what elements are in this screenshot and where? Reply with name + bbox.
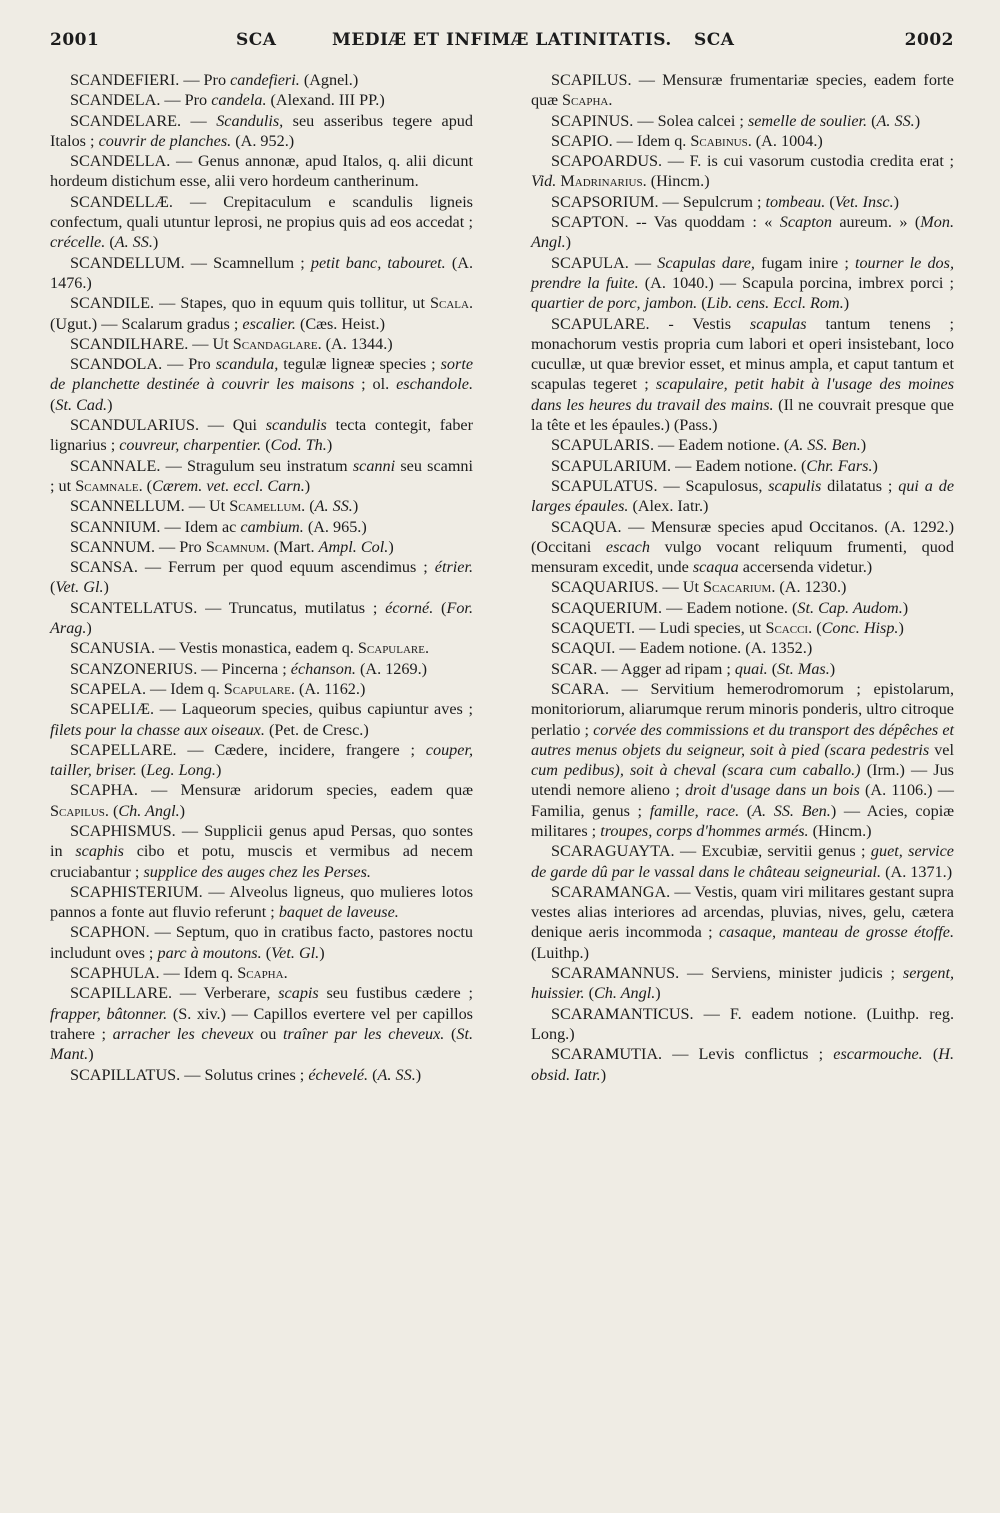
entry-text: Scapha: [562, 91, 609, 110]
entry-text: candela.: [211, 91, 267, 110]
entry-text: Ch. Angl.: [118, 801, 180, 820]
entry-headword-text: SCAPILUS. — Mensuræ frumentariæ species, eadem forte quæ: [531, 71, 954, 110]
entry-text: (: [739, 801, 753, 820]
entry-text: ): [88, 1045, 94, 1064]
entry-text: ): [600, 1065, 607, 1084]
entry-text: .: [283, 964, 288, 983]
entry-text: A. SS.: [876, 111, 915, 130]
entry-text: Vet. Gl.: [55, 578, 104, 597]
entry-text: troupes, corps d'hommes armés.: [600, 821, 809, 840]
dictionary-entry: [50, 821, 473, 882]
entry-headword-text: SCAQUI. — Eadem notione. (A. 1352.): [551, 639, 813, 658]
dictionary-entry: [531, 659, 954, 679]
entry-headword-text: SCANNALE. — Stragulum seu instratum: [70, 456, 353, 475]
entry-text: baquet de laveuse.: [278, 903, 399, 922]
entry-headword-text: SCANDILHARE. — Ut: [70, 334, 233, 353]
entry-text: candefieri.: [230, 71, 300, 89]
dictionary-entry: [531, 963, 954, 1004]
dictionary-entry: [50, 699, 473, 740]
header-abbr-right: SCA: [694, 30, 735, 50]
entry-text: sergent, huissier.: [531, 964, 954, 1003]
dictionary-entry: [531, 476, 954, 517]
entry-headword-text: SCANDEFIERI. — Pro: [70, 71, 231, 89]
entry-text: ): [843, 294, 850, 313]
entry-text: (: [767, 659, 778, 678]
entry-text: scaphis: [75, 842, 124, 861]
entry-text: (A. 1476.): [50, 253, 473, 292]
entry-headword-text: SCAPULA. —: [551, 253, 658, 272]
entry-headword-text: SCAPELIÆ. — Laqueorum species, quibus capiuntur aves ;: [70, 700, 473, 719]
dictionary-entry: [531, 314, 954, 436]
entry-text: Scapilus: [50, 801, 105, 820]
entry-text: droit d'usage dans un bois: [684, 781, 860, 800]
entry-text: couvrir de planches.: [98, 131, 232, 150]
entry-text: Mon. Angl.: [531, 213, 955, 252]
entry-text: supplice des auges chez les Perses.: [143, 862, 371, 881]
entry-text: . (: [808, 619, 822, 638]
entry-text: Ch. Angl.: [593, 984, 656, 1003]
entry-headword-text: SCAPULARE. - Vestis: [551, 314, 750, 333]
dictionary-entry: [50, 638, 473, 658]
entry-text: (Alexand. III PP.): [266, 91, 385, 110]
dictionary-entry: [50, 111, 473, 152]
dictionary-entry: [531, 618, 954, 638]
entry-headword-text: SCANUSIA. — Vestis monastica, eadem q.: [70, 639, 358, 658]
dictionary-entry: [531, 435, 954, 455]
header-title: MEDIÆ ET INFIMÆ LATINITATIS.: [332, 30, 672, 50]
dictionary-entry: [531, 679, 954, 841]
entry-headword-text: SCAPULARIUM. — Eadem notione. (: [551, 456, 807, 475]
dictionary-entry: [531, 70, 954, 111]
entry-text: H. obsid. Iatr.: [531, 1045, 954, 1084]
dictionary-entry: [50, 334, 473, 354]
entry-text: semelle de soulier.: [747, 111, 868, 130]
entry-text: ): [829, 659, 836, 678]
entry-text: ): [326, 436, 333, 455]
dictionary-entry: [50, 517, 473, 537]
entry-text: arracher les cheveux: [112, 1024, 254, 1043]
dictionary-entry: [50, 1065, 473, 1085]
entry-text: casaque, manteau de grosse étoffe.: [718, 923, 954, 942]
entry-text: cum pedibus), soit à cheval (scara cum caballo.): [531, 761, 861, 780]
entry-text: A. SS.: [314, 497, 353, 516]
dictionary-entry: [531, 577, 954, 597]
entry-text: aureum. » (: [831, 213, 921, 232]
entry-headword-text: SCAQUETI. — Ludi species, ut: [551, 619, 766, 638]
entry-text: escarmouche.: [833, 1045, 923, 1064]
entry-text: . (Hincm.): [642, 172, 710, 191]
entry-headword-text: SCANSA. — Ferrum per quod equum ascendimus ;: [70, 558, 435, 577]
entry-text: frapper, bâtonner.: [50, 1004, 168, 1023]
entry-headword-text: SCANNUM. — Pro: [70, 537, 206, 556]
entry-headword-text: SCAPTON. -- Vas quoddam : «: [551, 213, 780, 232]
entry-text: scapulas: [749, 314, 807, 333]
dictionary-entry: [50, 90, 473, 110]
entry-text: scapis: [278, 984, 319, 1003]
entry-headword-text: SCANDELLÆ. — Crepitaculum e scandulis ligneis confectum, quali utuntur leprosi, ne propius quis ad eos accedat ;: [50, 192, 473, 232]
dictionary-entry: [50, 679, 473, 699]
entry-headword-text: SCARAMANTICUS. — F. eadem notione. (Luithp. reg. Long.): [531, 1004, 954, 1043]
entry-text: Scapton: [779, 213, 832, 232]
entry-text: scapulaire, petit habit à l'usage des moines dans les heures du travail des mains.: [531, 375, 954, 414]
entry-headword-text: SCAPHISMUS. — Supplicii genus apud Persas, quo sontes in: [50, 821, 473, 861]
entry-text: ): [103, 578, 109, 597]
dictionary-entry: [531, 517, 954, 578]
entry-text: couper, tailler, briser.: [50, 740, 473, 780]
entry-text: quai.: [734, 659, 768, 678]
entry-text: For. Arag.: [50, 598, 473, 638]
entry-text: (: [922, 1045, 939, 1064]
entry-text: tombeau.: [765, 192, 826, 211]
entry-headword-text: SCANDOLA. — Pro: [70, 355, 216, 374]
entry-text: ): [914, 111, 921, 130]
column-left: [50, 70, 473, 1085]
entry-text: Scacarium: [703, 578, 772, 597]
entry-headword-text: SCANNIUM. — Idem ac: [70, 517, 241, 536]
entry-text: ): [565, 233, 572, 252]
entry-text: ): [860, 436, 867, 455]
entry-text: Scacci: [765, 619, 809, 638]
entry-text: (Il ne couvrait presque que la tête et les épaules.) (Pass.): [531, 395, 954, 435]
entry-text: seu scamni ; ut: [50, 456, 473, 495]
dictionary-entry: [50, 192, 473, 253]
entry-text: ): [107, 395, 113, 414]
entry-text: ): [872, 456, 878, 475]
dictionary-entry: [50, 537, 473, 557]
entry-headword-text: SCANNELLUM. — Ut: [70, 497, 230, 516]
entry-text: eschandole.: [396, 375, 473, 394]
column-right: [531, 70, 954, 1085]
entry-text: ): [215, 761, 222, 780]
entry-headword-text: SCARAGUAYTA. — Excubiæ, servitii genus ;: [551, 842, 871, 861]
dictionary-entry: [50, 415, 473, 456]
entry-headword-text: SCAPHULA. — Idem q.: [70, 964, 238, 983]
page-number-left: 2001: [50, 30, 100, 50]
entry-text: scandulis: [265, 416, 327, 435]
entry-text: (: [368, 1065, 378, 1084]
entry-text: tecta contegit, faber lignarius ;: [50, 416, 473, 455]
entry-text: seu asseribus tegere apud Italos ;: [50, 111, 473, 150]
entry-headword-text: SCAQUERIUM. — Eadem notione. (: [551, 598, 798, 617]
entry-text: étrier.: [434, 558, 473, 577]
entry-text: ) — Acies, copiæ militares ;: [531, 801, 954, 840]
entry-text: (S. xiv.) — Capillos evertere vel per capillos trahere ;: [50, 1004, 473, 1043]
entry-headword-text: SCAPHA. — Mensuræ aridorum species, eadem quæ: [70, 781, 473, 800]
entry-text: . (A. 1162.): [290, 679, 366, 698]
entry-text: ): [86, 619, 92, 638]
dictionary-entry: [531, 253, 954, 314]
entry-text: (A. 965.): [303, 517, 367, 536]
entry-headword-text: SCAPILLATUS. — Solutus crines ;: [70, 1065, 309, 1084]
entry-text: St. Cad.: [55, 395, 108, 414]
entry-text: . (: [104, 801, 119, 820]
entry-text: Scamnum: [205, 537, 266, 556]
entry-text: (A. 952.): [231, 131, 295, 150]
entry-text: tourner le dos, prendre la fuite.: [531, 253, 954, 292]
dictionary-entry: [531, 456, 954, 476]
entry-text: (: [867, 111, 877, 130]
entry-text: Leg. Long.: [146, 761, 216, 780]
entry-text: ): [655, 984, 661, 1003]
entry-text: tantum tenens ; monachorum vestis propria cum labori et operi insistebant, loco cucullæ, ut quæ brevior esset, et minus ampla, et caput tantum et scapulas tegeret ;: [531, 314, 955, 394]
entry-text: cambium.: [240, 517, 304, 536]
dictionary-entry: [50, 740, 473, 781]
entry-text: escach: [605, 537, 650, 556]
entry-text: traîner par les cheveux.: [282, 1024, 445, 1043]
entry-text: Chr. Fars.: [806, 456, 873, 475]
entry-text: scapulis: [768, 476, 822, 495]
entry-text: .: [424, 639, 430, 658]
dictionary-entry: [50, 882, 473, 923]
entry-text: . (Ugut.) — Scalarum gradus ;: [50, 294, 473, 333]
entry-text: . (: [138, 476, 153, 495]
entry-headword-text: SCAPINUS. — Solea calcei ;: [551, 111, 748, 130]
entry-headword-text: SCAPULARIS. — Eadem notione. (: [551, 436, 790, 455]
dictionary-entry: [50, 922, 473, 963]
entry-headword-text: SCAQUA. — Mensuræ species apud Occitanos. (A. 1292.) (Occitani: [531, 517, 954, 556]
entry-text: (: [105, 233, 115, 252]
entry-text: Vid.: [531, 172, 557, 191]
entry-text: A. SS.: [114, 233, 153, 252]
entry-text: quartier de porc, jambon.: [531, 294, 698, 313]
entry-text: (A. 1040.) — Scapula porcina, imbrex porci ;: [638, 273, 954, 292]
entry-text: (Hincm.): [808, 821, 872, 840]
entry-text: St. Mas.: [777, 659, 830, 678]
header-abbr-left: SCA: [236, 30, 277, 50]
entry-text: (Pet. de Cresc.): [264, 720, 369, 739]
entry-text: crécelle.: [50, 233, 106, 252]
entry-text: Vet. Insc.: [834, 192, 894, 211]
entry-headword-text: SCANTELLATUS. — Truncatus, mutilatus ;: [70, 598, 386, 617]
entry-headword-text: SCANZONERIUS. — Pincerna ;: [70, 659, 291, 678]
dictionary-entry: [50, 780, 473, 821]
entry-headword-text: SCARAMANNUS. — Serviens, minister judicis ;: [551, 964, 903, 983]
entry-text: Scala: [430, 294, 469, 313]
entry-text: ): [179, 801, 186, 820]
entry-text: ou: [253, 1024, 283, 1043]
entry-text: (: [136, 761, 147, 780]
entry-text: . (: [301, 497, 315, 516]
entry-text: vulgo vocant reliquum frumenti, quod mensuram excedit, unde: [531, 537, 954, 577]
dictionary-entry: [531, 131, 954, 151]
entry-headword-text: SCAQUARIUS. — Ut: [551, 578, 704, 597]
entry-headword-text: SCANDILE. — Stapes, quo in equum quis tollitur, ut: [70, 294, 430, 313]
entry-headword-text: SCANDULARIUS. — Qui: [70, 416, 266, 435]
running-header: [50, 30, 954, 60]
entry-text: Vet. Gl.: [271, 943, 320, 962]
entry-text: ): [304, 476, 311, 495]
dictionary-entry: [531, 638, 954, 658]
entry-headword-text: SCARAMUTIA. — Levis conflictus ;: [551, 1045, 834, 1064]
dictionary-entry: [50, 70, 473, 90]
entry-headword-text: SCANDELA. — Pro: [70, 91, 212, 110]
entry-text: (: [444, 1024, 457, 1043]
entry-text: scandula,: [215, 355, 279, 374]
dictionary-entry: [531, 111, 954, 131]
entry-text: scanni: [352, 456, 396, 475]
dictionary-entry: [50, 456, 473, 497]
entry-text: (: [50, 578, 56, 597]
entry-text: Ampl. Col.: [318, 537, 389, 556]
entry-headword-text: SCANDELLUM. — Scamnellum ;: [70, 253, 311, 272]
entry-text: dilatatus ;: [821, 476, 899, 495]
entry-text: Scandulis,: [216, 111, 284, 130]
entry-text: vel: [929, 740, 954, 759]
entry-text: ): [319, 943, 325, 962]
entry-text: . (Mart.: [265, 537, 319, 556]
entry-text: ): [415, 1065, 422, 1084]
entry-text: ): [388, 537, 394, 556]
entry-text: . (A. 1004.): [747, 131, 823, 150]
dictionary-entry: [531, 1004, 954, 1045]
entry-text: (Luithp.): [531, 943, 589, 962]
entry-text: famille, race.: [649, 801, 740, 820]
entry-text: petit banc, tabouret.: [310, 253, 446, 272]
entry-text: guet, service de garde dû par le vassal dans le château seigneurial.: [531, 842, 954, 881]
entry-text: Madrinarius: [560, 172, 643, 191]
entry-text: (: [261, 436, 271, 455]
entry-text: ): [893, 192, 900, 211]
dictionary-entry: [531, 598, 954, 618]
entry-text: . (A. 1230.): [771, 578, 847, 597]
entry-text: Conc. Hisp.: [821, 619, 899, 638]
entry-text: (A. 1371.): [881, 862, 953, 881]
entry-text: accersenda videtur.): [738, 558, 873, 577]
entry-headword-text: SCANDELARE. —: [70, 111, 217, 130]
entry-text: fugam inire ;: [754, 253, 855, 272]
dictionary-entry: [50, 151, 473, 192]
entry-text: .: [608, 91, 613, 110]
entry-headword-text: SCAPOARDUS. — F. is cui vasorum custodia credita erat ;: [551, 152, 954, 171]
entry-text: (A. 1106.) — Familia, genus ;: [531, 781, 954, 820]
entry-text: corvée des commissions et du transport des dépêches et autres menus objets du seigneur, soit à pied (scara pedestris: [531, 720, 955, 759]
entry-text: (: [433, 598, 447, 617]
dictionary-entry: [531, 1044, 954, 1085]
entry-headword-text: SCAPSORIUM. — Sepulcrum ;: [551, 192, 766, 211]
entry-text: écorné.: [385, 598, 434, 617]
dictionary-entry: [50, 293, 473, 334]
dictionary-entry: [50, 598, 473, 639]
entry-text: (Cæs. Heist.): [295, 314, 385, 333]
dictionary-entry: [50, 557, 473, 598]
dictionary-entry: [50, 496, 473, 516]
entry-headword-text: SCAR. — Agger ad ripam ;: [551, 659, 735, 678]
entry-text: Cærem. vet. eccl. Carn.: [152, 476, 305, 495]
entry-text: échevelé.: [308, 1065, 369, 1084]
entry-text: Scapulare: [357, 639, 425, 658]
entry-text: filets pour la chasse aux oiseaux.: [50, 720, 265, 739]
entry-text: cibo et potu, muscis et vermibus ad necem cruciabantur ;: [50, 842, 473, 881]
entry-text: Cod. Th.: [270, 436, 327, 455]
entry-headword-text: SCAPIO. — Idem q.: [551, 131, 691, 150]
entry-text: (Irm.) — Jus utendi nemore alieno ;: [531, 761, 954, 800]
entry-text: A. SS.: [377, 1065, 416, 1084]
dictionary-entry: [50, 963, 473, 983]
entry-text: ): [152, 233, 159, 252]
entry-headword-text: SCARA. — Servitium hemerodromorum ; epistolarum, monitoriorum, aliarumque rerum minoris ponderis, ultro citroque perlatio ;: [531, 679, 954, 739]
entry-text: Scapha: [237, 964, 284, 983]
entry-text: . (A. 1344.): [317, 334, 393, 353]
dictionary-entry: [531, 841, 954, 882]
entry-text: Scamnale: [75, 476, 139, 495]
dictionary-entry: [50, 659, 473, 679]
entry-text: (: [584, 984, 594, 1003]
entry-text: seu fustibus cædere ;: [318, 984, 473, 1003]
entry-text: ; ol.: [354, 375, 397, 394]
entry-text: ): [902, 598, 909, 617]
entry-text: (: [261, 943, 272, 962]
entry-text: qui a de larges épaules.: [531, 476, 955, 516]
text-columns: [50, 70, 954, 1085]
entry-text: (Agnel.): [299, 71, 359, 89]
entry-headword-text: SCARAMANGA. — Vestis, quam viri militares gestant supra vestes alias interiores ad arcendas, pluvias, nives, gelu, cætera denique aeris incommoda ;: [531, 882, 954, 942]
entry-text: Scabinus: [690, 131, 748, 150]
entry-headword-text: SCAPHISTERIUM. — Alveolus ligneus, quo mulieres lotos pannos a fonte aut fluvio referunt ;: [50, 882, 473, 922]
dictionary-entry: [531, 192, 954, 212]
entry-headword-text: SCAPULATUS. — Scapulosus,: [551, 476, 769, 495]
entry-text: (: [697, 294, 707, 313]
entry-text: (: [825, 192, 835, 211]
entry-text: St. Cap. Audom.: [797, 598, 903, 617]
entry-headword-text: SCAPELLARE. — Cædere, incidere, frangere ;: [70, 740, 426, 759]
entry-text: St. Mant.: [50, 1024, 473, 1064]
dictionary-entry: [531, 151, 954, 192]
entry-text: tegulæ ligneæ species ;: [278, 355, 441, 374]
dictionary-entry: [531, 882, 954, 963]
entry-headword-text: SCANDELLA. — Genus annonæ, apud Italos, q. alii dicunt hordeum distichum esse, alii vero hordeum cantherinum.: [50, 152, 473, 191]
entry-text: Scapulare: [223, 679, 291, 698]
entry-text: échanson.: [290, 659, 356, 678]
entry-text: escalier.: [242, 314, 296, 333]
entry-text: Lib. cens. Eccl. Rom.: [706, 294, 844, 313]
entry-text: Scamellum: [229, 497, 302, 516]
page-number-right: 2002: [904, 30, 954, 50]
dictionary-entry: [50, 983, 473, 1064]
entry-text: A. SS. Ben.: [752, 801, 831, 820]
dictionary-entry: [50, 253, 473, 294]
entry-text: scaqua: [692, 558, 739, 577]
dictionary-entry: [50, 354, 473, 415]
entry-text: sorte de planchette destinée à couvrir les maisons: [50, 355, 473, 394]
entry-headword-text: SCAPILLARE. — Verberare,: [70, 984, 279, 1003]
entry-headword-text: SCAPHON. — Septum, quo in cratibus facto, pastores noctu includunt oves ;: [50, 923, 473, 962]
entry-text: (Alex. Iatr.): [628, 497, 709, 516]
entry-text: parc à moutons.: [157, 943, 262, 962]
dictionary-entry: [531, 212, 954, 253]
entry-text: Scapulas dare,: [657, 253, 755, 272]
entry-text: ): [352, 497, 359, 516]
entry-text: A. SS. Ben.: [789, 436, 861, 455]
entry-text: Scandaglare: [232, 334, 318, 353]
entry-text: couvreur, charpentier.: [119, 436, 262, 455]
entry-text: (: [50, 395, 56, 414]
entry-text: ): [898, 619, 904, 638]
entry-text: (A. 1269.): [355, 659, 428, 678]
entry-headword-text: SCAPELA. — Idem q.: [70, 679, 224, 698]
